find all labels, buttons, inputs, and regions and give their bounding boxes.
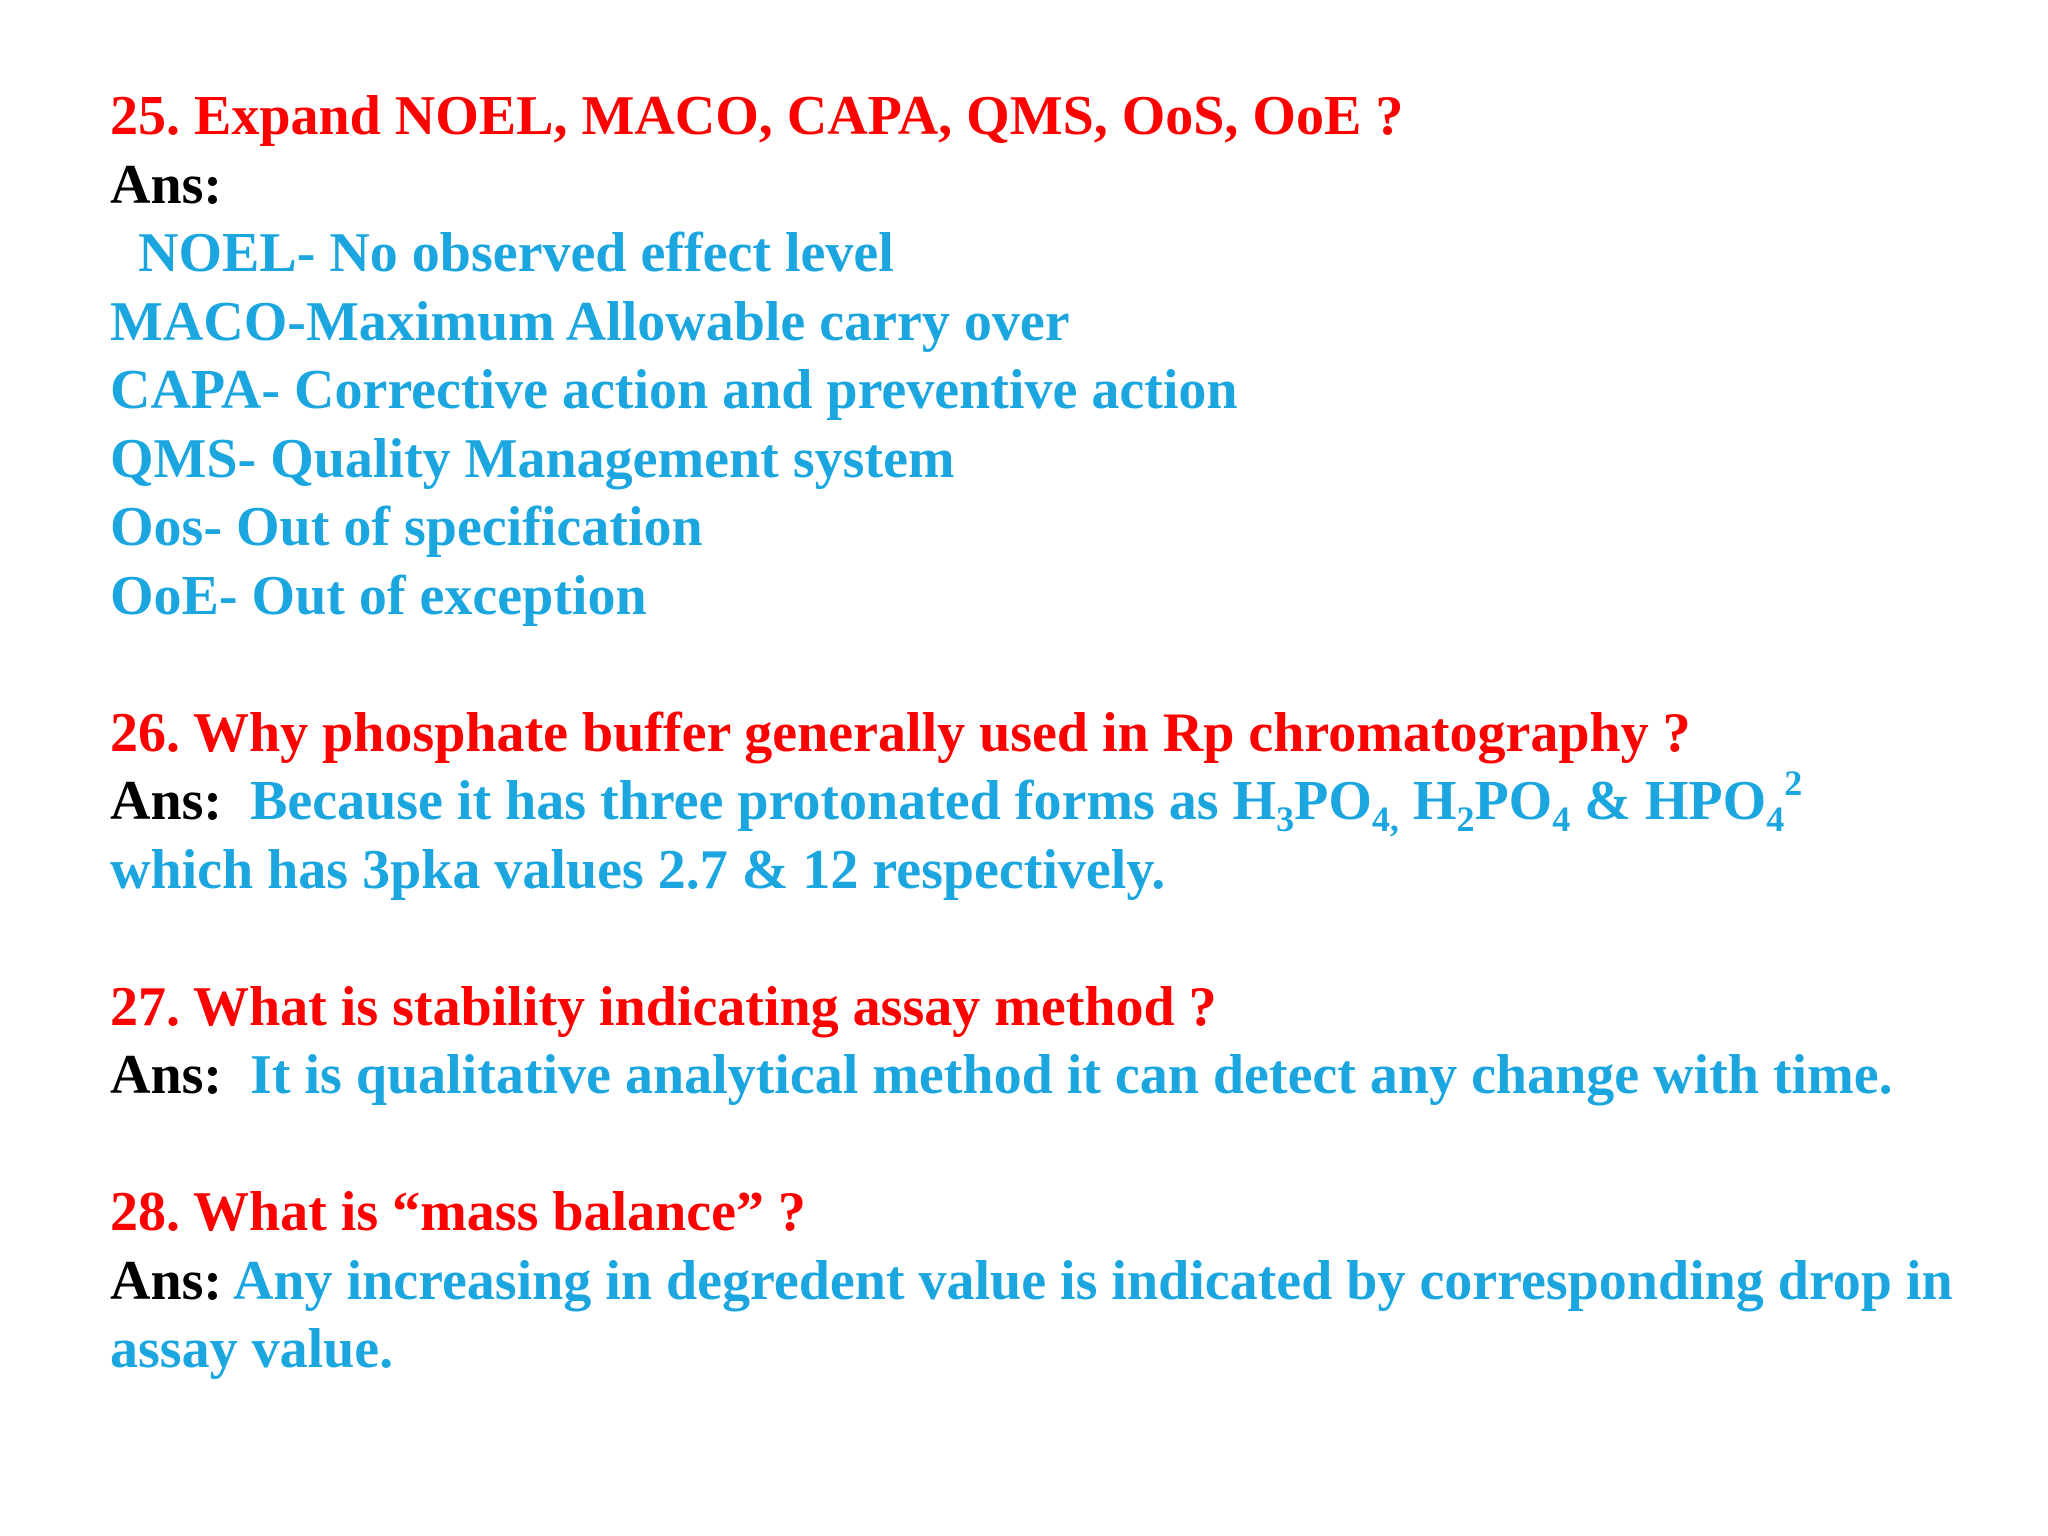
ampersand: &: [1584, 770, 1631, 832]
answer-27-text: It is qualitative analytical method it can detect any change with time.: [250, 1044, 1893, 1106]
question-26: 26. Why phosphate buffer generally used in Rp chromatography ?: [110, 701, 1691, 764]
answer-27: [110, 1041, 2010, 1110]
answer-25-maco: MACO-Maximum Allowable carry over: [110, 290, 1070, 353]
answer-label-25: Ans:: [110, 153, 223, 216]
answer-26-line-2: which has 3pka values 2.7 & 12 respectively.: [110, 838, 1166, 901]
answer-28-line-2: assay value.: [110, 1318, 394, 1380]
question-27: 27. What is stability indicating assay method ?: [110, 975, 1217, 1038]
formula-hpo4: $HPO_4^2$: [1644, 763, 1803, 839]
answer-28-line-1: [110, 1247, 2010, 1316]
question-25: 25. Expand NOEL, MACO, CAPA, QMS, OoS, OoE ?: [110, 85, 1404, 147]
formula-h2po4: $H_2PO_4$: [1412, 770, 1571, 839]
answer-label-27: Ans:: [110, 1044, 223, 1106]
answer-26-intro: Because it has three protonated forms as: [250, 770, 1219, 832]
answer-26-line-1: [110, 763, 2010, 839]
answer-25-noel: NOEL- No observed effect level: [138, 222, 894, 284]
question-28: 28. What is “mass balance” ?: [110, 1181, 806, 1243]
spacer: [110, 630, 2010, 699]
slide-content: [110, 82, 2010, 1384]
formula-h3po4: $H_3PO_{4,}$: [1232, 770, 1399, 839]
answer-28-text: Any increasing in degredent value is indicated by corresponding drop in: [232, 1249, 1953, 1312]
answer-25-qms: QMS- Quality Management system: [110, 427, 955, 490]
answer-label-28: Ans:: [110, 1249, 223, 1312]
answer-25-capa: CAPA- Corrective action and preventive action: [110, 359, 1238, 421]
answer-25-oos: Oos- Out of specification: [110, 496, 703, 558]
answer-label-26: Ans:: [110, 770, 223, 832]
spacer: [110, 1110, 2010, 1179]
spacer: [110, 904, 2010, 973]
answer-25-ooe: OoE- Out of exception: [110, 564, 647, 627]
